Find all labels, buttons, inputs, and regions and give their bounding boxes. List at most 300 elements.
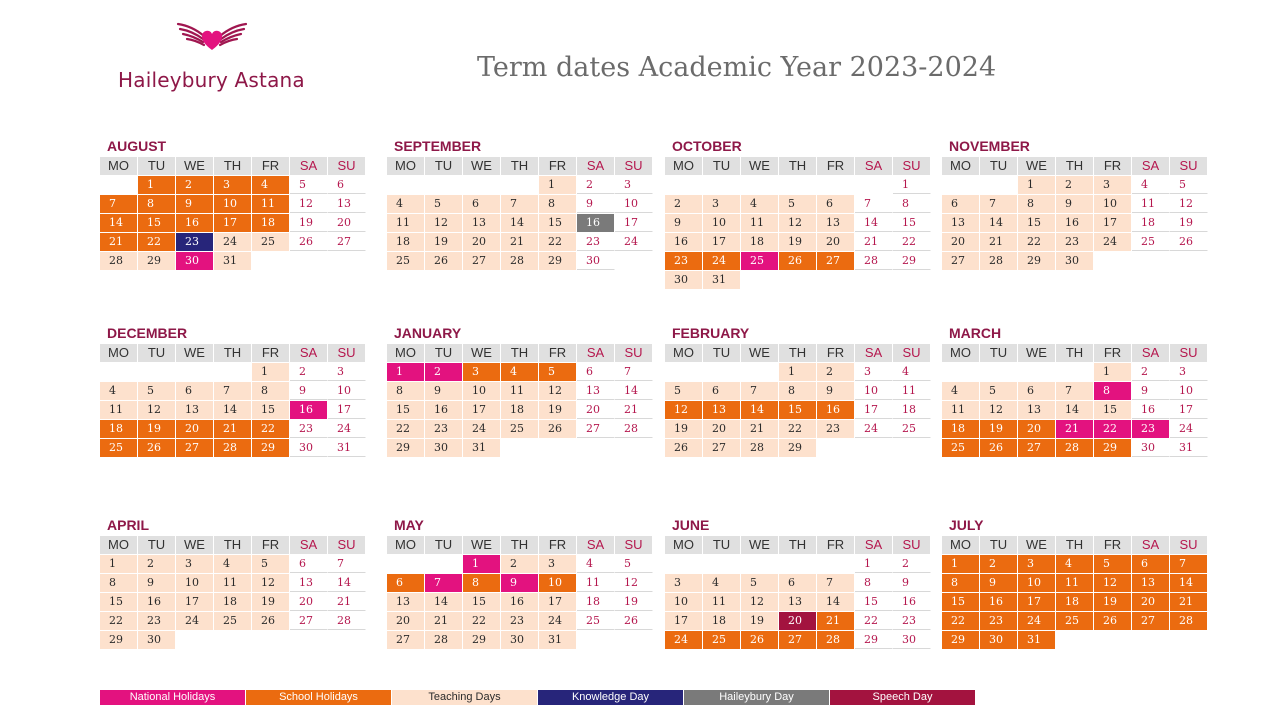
day-cell: 29 bbox=[252, 439, 290, 457]
day-cell: 29 bbox=[539, 252, 577, 270]
day-cell: 22 bbox=[387, 420, 425, 438]
weekday-header: TH bbox=[214, 536, 252, 554]
day-cell: 5 bbox=[741, 574, 779, 592]
month-grid bbox=[665, 344, 937, 457]
day-cell: 15 bbox=[100, 593, 138, 611]
day-cell: 15 bbox=[539, 214, 577, 232]
day-cell: 14 bbox=[855, 214, 893, 232]
day-cell: 12 bbox=[1094, 574, 1132, 592]
day-cell: 13 bbox=[387, 593, 425, 611]
month-title: JULY bbox=[949, 517, 984, 533]
weekday-header: WE bbox=[176, 536, 214, 554]
day-cell: 22 bbox=[100, 612, 138, 630]
day-cell: 15 bbox=[1018, 214, 1056, 232]
day-cell: 10 bbox=[855, 382, 893, 400]
weekday-header: FR bbox=[1094, 344, 1132, 362]
day-cell: 23 bbox=[425, 420, 463, 438]
day-cell: 6 bbox=[942, 195, 980, 213]
day-cell: 30 bbox=[577, 252, 615, 270]
day-cell: 10 bbox=[1094, 195, 1132, 213]
day-cell: 7 bbox=[100, 195, 138, 213]
day-cell: 13 bbox=[703, 401, 741, 419]
day-cell: 26 bbox=[252, 612, 290, 630]
day-cell: 22 bbox=[138, 233, 176, 251]
day-cell: 10 bbox=[328, 382, 366, 400]
day-cell: 30 bbox=[290, 439, 328, 457]
month-grid bbox=[387, 344, 659, 457]
day-cell: 30 bbox=[138, 631, 176, 649]
day-cell: 18 bbox=[1056, 593, 1094, 611]
day-cell: 28 bbox=[425, 631, 463, 649]
day-cell: 4 bbox=[703, 574, 741, 592]
day-cell: 13 bbox=[779, 593, 817, 611]
month-title: APRIL bbox=[107, 517, 149, 533]
day-cell: 9 bbox=[1056, 195, 1094, 213]
month-title: AUGUST bbox=[107, 138, 167, 154]
empty-cell bbox=[942, 176, 980, 194]
weekday-header: FR bbox=[252, 536, 290, 554]
weekday-header: SU bbox=[893, 344, 931, 362]
day-cell: 31 bbox=[214, 252, 252, 270]
month-title: NOVEMBER bbox=[949, 138, 1030, 154]
day-cell: 18 bbox=[100, 420, 138, 438]
month-february bbox=[665, 324, 937, 457]
weekday-header: TU bbox=[425, 536, 463, 554]
day-cell: 13 bbox=[577, 382, 615, 400]
day-cell: 20 bbox=[176, 420, 214, 438]
empty-cell bbox=[463, 176, 501, 194]
day-cell: 5 bbox=[425, 195, 463, 213]
day-cell: 9 bbox=[501, 574, 539, 592]
day-cell: 22 bbox=[942, 612, 980, 630]
month-title: OCTOBER bbox=[672, 138, 742, 154]
weekday-header: TU bbox=[980, 344, 1018, 362]
weekday-header: TU bbox=[425, 157, 463, 175]
day-cell: 25 bbox=[1132, 233, 1170, 251]
weekday-header: FR bbox=[817, 536, 855, 554]
day-cell: 8 bbox=[252, 382, 290, 400]
day-cell: 24 bbox=[214, 233, 252, 251]
weekday-header: SU bbox=[1170, 344, 1208, 362]
day-cell: 18 bbox=[942, 420, 980, 438]
day-cell: 10 bbox=[539, 574, 577, 592]
day-cell: 22 bbox=[252, 420, 290, 438]
month-title: JUNE bbox=[672, 517, 710, 533]
month-title: JANUARY bbox=[394, 325, 462, 341]
day-cell: 5 bbox=[980, 382, 1018, 400]
legend-teach: Teaching Days bbox=[392, 690, 537, 705]
day-cell: 5 bbox=[1170, 176, 1208, 194]
month-grid bbox=[665, 536, 937, 649]
day-cell: 22 bbox=[893, 233, 931, 251]
day-cell: 7 bbox=[1170, 555, 1208, 573]
weekday-header: SA bbox=[577, 157, 615, 175]
day-cell: 27 bbox=[328, 233, 366, 251]
day-cell: 8 bbox=[1094, 382, 1132, 400]
day-cell: 19 bbox=[252, 593, 290, 611]
day-cell: 2 bbox=[138, 555, 176, 573]
day-cell: 4 bbox=[100, 382, 138, 400]
day-cell: 20 bbox=[817, 233, 855, 251]
day-cell: 20 bbox=[328, 214, 366, 232]
weekday-header: WE bbox=[1018, 157, 1056, 175]
day-cell: 29 bbox=[779, 439, 817, 457]
day-cell: 24 bbox=[615, 233, 653, 251]
month-june bbox=[665, 516, 937, 649]
weekday-header: FR bbox=[1094, 157, 1132, 175]
day-cell: 26 bbox=[615, 612, 653, 630]
weekday-header: SU bbox=[1170, 157, 1208, 175]
weekday-header: SA bbox=[577, 344, 615, 362]
weekday-header: MO bbox=[942, 536, 980, 554]
weekday-header: SU bbox=[615, 344, 653, 362]
day-cell: 15 bbox=[1094, 401, 1132, 419]
day-cell: 19 bbox=[539, 401, 577, 419]
day-cell: 3 bbox=[855, 363, 893, 381]
weekday-header: FR bbox=[539, 157, 577, 175]
day-cell: 4 bbox=[501, 363, 539, 381]
weekday-header: TH bbox=[1056, 344, 1094, 362]
day-cell: 13 bbox=[290, 574, 328, 592]
day-cell: 20 bbox=[577, 401, 615, 419]
day-cell: 21 bbox=[425, 612, 463, 630]
day-cell: 10 bbox=[1170, 382, 1208, 400]
month-grid bbox=[942, 344, 1214, 457]
day-cell: 3 bbox=[665, 574, 703, 592]
month-title: SEPTEMBER bbox=[394, 138, 482, 154]
day-cell: 17 bbox=[615, 214, 653, 232]
day-cell: 17 bbox=[855, 401, 893, 419]
day-cell: 25 bbox=[252, 233, 290, 251]
empty-cell bbox=[425, 555, 463, 573]
weekday-header: SU bbox=[615, 157, 653, 175]
day-cell: 30 bbox=[501, 631, 539, 649]
day-cell: 29 bbox=[138, 252, 176, 270]
day-cell: 2 bbox=[176, 176, 214, 194]
day-cell: 14 bbox=[615, 382, 653, 400]
legend-haileybury: Haileybury Day bbox=[684, 690, 829, 705]
legend-national: National Holidays bbox=[100, 690, 245, 705]
day-cell: 22 bbox=[463, 612, 501, 630]
empty-cell bbox=[980, 363, 1018, 381]
legend-school: School Holidays bbox=[246, 690, 391, 705]
day-cell: 9 bbox=[1132, 382, 1170, 400]
day-cell: 6 bbox=[703, 382, 741, 400]
day-cell: 9 bbox=[425, 382, 463, 400]
month-september bbox=[387, 137, 659, 270]
day-cell: 13 bbox=[176, 401, 214, 419]
day-cell: 23 bbox=[577, 233, 615, 251]
day-cell: 7 bbox=[855, 195, 893, 213]
day-cell: 7 bbox=[980, 195, 1018, 213]
day-cell: 2 bbox=[501, 555, 539, 573]
day-cell: 7 bbox=[425, 574, 463, 592]
day-cell: 29 bbox=[100, 631, 138, 649]
day-cell: 26 bbox=[1170, 233, 1208, 251]
day-cell: 18 bbox=[501, 401, 539, 419]
month-july bbox=[942, 516, 1214, 649]
day-cell: 14 bbox=[425, 593, 463, 611]
day-cell: 31 bbox=[1170, 439, 1208, 457]
weekday-header: MO bbox=[665, 536, 703, 554]
weekday-header: MO bbox=[387, 344, 425, 362]
month-title: MAY bbox=[394, 517, 424, 533]
weekday-header: TH bbox=[1056, 157, 1094, 175]
day-cell: 19 bbox=[741, 612, 779, 630]
day-cell: 5 bbox=[290, 176, 328, 194]
month-may bbox=[387, 516, 659, 649]
day-cell: 25 bbox=[741, 252, 779, 270]
day-cell: 17 bbox=[539, 593, 577, 611]
day-cell: 26 bbox=[290, 233, 328, 251]
weekday-header: SA bbox=[290, 344, 328, 362]
empty-cell bbox=[501, 176, 539, 194]
day-cell: 2 bbox=[980, 555, 1018, 573]
day-cell: 5 bbox=[665, 382, 703, 400]
day-cell: 20 bbox=[1018, 420, 1056, 438]
day-cell: 14 bbox=[1056, 401, 1094, 419]
day-cell: 27 bbox=[387, 631, 425, 649]
day-cell: 11 bbox=[501, 382, 539, 400]
day-cell: 15 bbox=[855, 593, 893, 611]
day-cell: 17 bbox=[1170, 401, 1208, 419]
weekday-header: MO bbox=[665, 344, 703, 362]
empty-cell bbox=[942, 363, 980, 381]
day-cell: 1 bbox=[138, 176, 176, 194]
day-cell: 11 bbox=[387, 214, 425, 232]
day-cell: 2 bbox=[893, 555, 931, 573]
month-grid bbox=[942, 157, 1214, 270]
day-cell: 26 bbox=[779, 252, 817, 270]
weekday-header: WE bbox=[176, 344, 214, 362]
day-cell: 16 bbox=[577, 214, 615, 232]
day-cell: 16 bbox=[893, 593, 931, 611]
day-cell: 1 bbox=[1094, 363, 1132, 381]
day-cell: 8 bbox=[893, 195, 931, 213]
day-cell: 14 bbox=[328, 574, 366, 592]
day-cell: 17 bbox=[328, 401, 366, 419]
weekday-header: WE bbox=[463, 344, 501, 362]
day-cell: 8 bbox=[779, 382, 817, 400]
day-cell: 11 bbox=[942, 401, 980, 419]
day-cell: 9 bbox=[176, 195, 214, 213]
day-cell: 31 bbox=[1018, 631, 1056, 649]
day-cell: 25 bbox=[942, 439, 980, 457]
day-cell: 19 bbox=[980, 420, 1018, 438]
day-cell: 4 bbox=[252, 176, 290, 194]
legend bbox=[100, 690, 976, 705]
day-cell: 9 bbox=[665, 214, 703, 232]
winged-heart-icon bbox=[174, 18, 250, 52]
legend-knowledge: Knowledge Day bbox=[538, 690, 683, 705]
weekday-header: TU bbox=[138, 344, 176, 362]
month-title: DECEMBER bbox=[107, 325, 188, 341]
weekday-header: TH bbox=[501, 344, 539, 362]
day-cell: 21 bbox=[100, 233, 138, 251]
weekday-header: SA bbox=[290, 157, 328, 175]
day-cell: 27 bbox=[577, 420, 615, 438]
day-cell: 3 bbox=[214, 176, 252, 194]
day-cell: 26 bbox=[138, 439, 176, 457]
day-cell: 1 bbox=[387, 363, 425, 381]
day-cell: 2 bbox=[425, 363, 463, 381]
day-cell: 9 bbox=[138, 574, 176, 592]
day-cell: 11 bbox=[1132, 195, 1170, 213]
legend-speech: Speech Day bbox=[830, 690, 975, 705]
weekday-header: SA bbox=[1132, 157, 1170, 175]
day-cell: 25 bbox=[893, 420, 931, 438]
empty-cell bbox=[741, 555, 779, 573]
day-cell: 7 bbox=[741, 382, 779, 400]
weekday-header: WE bbox=[741, 536, 779, 554]
day-cell: 2 bbox=[1056, 176, 1094, 194]
day-cell: 21 bbox=[1056, 420, 1094, 438]
day-cell: 23 bbox=[501, 612, 539, 630]
day-cell: 10 bbox=[703, 214, 741, 232]
day-cell: 22 bbox=[1018, 233, 1056, 251]
weekday-header: MO bbox=[100, 536, 138, 554]
empty-cell bbox=[1018, 363, 1056, 381]
day-cell: 14 bbox=[1170, 574, 1208, 592]
day-cell: 17 bbox=[1018, 593, 1056, 611]
day-cell: 16 bbox=[290, 401, 328, 419]
school-logo bbox=[112, 18, 312, 92]
day-cell: 15 bbox=[779, 401, 817, 419]
day-cell: 24 bbox=[665, 631, 703, 649]
day-cell: 18 bbox=[893, 401, 931, 419]
empty-cell bbox=[817, 555, 855, 573]
day-cell: 30 bbox=[665, 271, 703, 289]
day-cell: 17 bbox=[214, 214, 252, 232]
day-cell: 27 bbox=[463, 252, 501, 270]
day-cell: 21 bbox=[1170, 593, 1208, 611]
day-cell: 4 bbox=[942, 382, 980, 400]
empty-cell bbox=[214, 363, 252, 381]
weekday-header: TH bbox=[779, 157, 817, 175]
day-cell: 24 bbox=[463, 420, 501, 438]
day-cell: 16 bbox=[501, 593, 539, 611]
weekday-header: TH bbox=[779, 536, 817, 554]
brand-name: Haileybury Astana bbox=[118, 68, 305, 92]
empty-cell bbox=[100, 176, 138, 194]
day-cell: 19 bbox=[425, 233, 463, 251]
weekday-header: TU bbox=[425, 344, 463, 362]
day-cell: 21 bbox=[214, 420, 252, 438]
weekday-header: WE bbox=[176, 157, 214, 175]
weekday-header: TH bbox=[501, 536, 539, 554]
day-cell: 29 bbox=[855, 631, 893, 649]
day-cell: 17 bbox=[703, 233, 741, 251]
day-cell: 15 bbox=[893, 214, 931, 232]
day-cell: 13 bbox=[817, 214, 855, 232]
day-cell: 12 bbox=[425, 214, 463, 232]
day-cell: 14 bbox=[817, 593, 855, 611]
month-august bbox=[100, 137, 372, 270]
weekday-header: SU bbox=[893, 157, 931, 175]
weekday-header: WE bbox=[463, 157, 501, 175]
day-cell: 23 bbox=[980, 612, 1018, 630]
day-cell: 6 bbox=[387, 574, 425, 592]
day-cell: 28 bbox=[328, 612, 366, 630]
day-cell: 15 bbox=[942, 593, 980, 611]
day-cell: 27 bbox=[942, 252, 980, 270]
day-cell: 3 bbox=[1170, 363, 1208, 381]
day-cell: 6 bbox=[290, 555, 328, 573]
day-cell: 4 bbox=[741, 195, 779, 213]
day-cell: 23 bbox=[893, 612, 931, 630]
weekday-header: WE bbox=[1018, 536, 1056, 554]
month-december bbox=[100, 324, 372, 457]
day-cell: 21 bbox=[501, 233, 539, 251]
day-cell: 3 bbox=[703, 195, 741, 213]
day-cell: 6 bbox=[779, 574, 817, 592]
day-cell: 1 bbox=[855, 555, 893, 573]
day-cell: 4 bbox=[214, 555, 252, 573]
day-cell: 10 bbox=[176, 574, 214, 592]
day-cell: 7 bbox=[615, 363, 653, 381]
day-cell: 30 bbox=[425, 439, 463, 457]
day-cell: 26 bbox=[741, 631, 779, 649]
month-november bbox=[942, 137, 1214, 270]
empty-cell bbox=[779, 555, 817, 573]
day-cell: 6 bbox=[328, 176, 366, 194]
day-cell: 28 bbox=[1170, 612, 1208, 630]
day-cell: 6 bbox=[577, 363, 615, 381]
weekday-header: SA bbox=[855, 157, 893, 175]
day-cell: 13 bbox=[328, 195, 366, 213]
empty-cell bbox=[425, 176, 463, 194]
day-cell: 15 bbox=[463, 593, 501, 611]
day-cell: 18 bbox=[703, 612, 741, 630]
day-cell: 10 bbox=[463, 382, 501, 400]
day-cell: 3 bbox=[1018, 555, 1056, 573]
day-cell: 28 bbox=[1056, 439, 1094, 457]
day-cell: 30 bbox=[1056, 252, 1094, 270]
day-cell: 16 bbox=[1056, 214, 1094, 232]
day-cell: 1 bbox=[942, 555, 980, 573]
day-cell: 29 bbox=[387, 439, 425, 457]
day-cell: 18 bbox=[214, 593, 252, 611]
day-cell: 27 bbox=[1018, 439, 1056, 457]
weekday-header: SU bbox=[328, 536, 366, 554]
day-cell: 25 bbox=[100, 439, 138, 457]
day-cell: 24 bbox=[703, 252, 741, 270]
day-cell: 9 bbox=[980, 574, 1018, 592]
day-cell: 17 bbox=[176, 593, 214, 611]
day-cell: 3 bbox=[328, 363, 366, 381]
weekday-header: TH bbox=[1056, 536, 1094, 554]
month-grid bbox=[665, 157, 937, 289]
day-cell: 5 bbox=[615, 555, 653, 573]
day-cell: 3 bbox=[539, 555, 577, 573]
day-cell: 24 bbox=[1018, 612, 1056, 630]
weekday-header: MO bbox=[942, 344, 980, 362]
day-cell: 23 bbox=[665, 252, 703, 270]
day-cell: 27 bbox=[176, 439, 214, 457]
day-cell: 22 bbox=[1094, 420, 1132, 438]
day-cell: 29 bbox=[1018, 252, 1056, 270]
day-cell: 11 bbox=[703, 593, 741, 611]
day-cell: 2 bbox=[1132, 363, 1170, 381]
day-cell: 3 bbox=[176, 555, 214, 573]
day-cell: 14 bbox=[741, 401, 779, 419]
day-cell: 8 bbox=[942, 574, 980, 592]
weekday-header: WE bbox=[1018, 344, 1056, 362]
day-cell: 24 bbox=[539, 612, 577, 630]
day-cell: 1 bbox=[779, 363, 817, 381]
empty-cell bbox=[176, 363, 214, 381]
month-grid bbox=[387, 157, 659, 270]
